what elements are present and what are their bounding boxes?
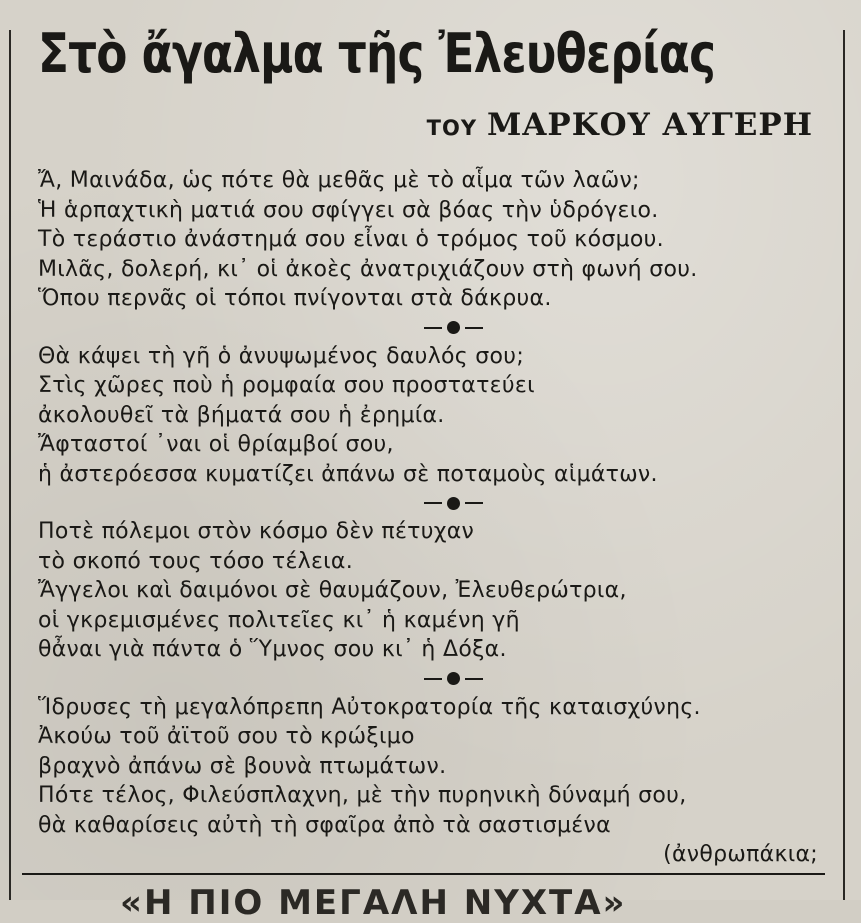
author-name: ΜΑΡΚΟΥ ΑΥΓΕΡΗ — [487, 107, 813, 143]
bottom-rule — [22, 873, 825, 875]
poem-line: οἱ γκρεμισμένες πολιτεῖες κι᾽ ἡ καμένη γῆ — [38, 607, 520, 633]
poem-line: Ὅπου περνᾶς οἱ τόποι πνίγονται στὰ δάκρυα. — [38, 286, 552, 311]
poem-title: Στὸ ἄγαλμα τῆς Ἐλευθερίας — [38, 22, 716, 85]
stanza-separator — [38, 314, 828, 342]
poem-line: ἀκολουθεῖ τὰ βήματά σου ἡ ἐρημία. — [38, 402, 445, 428]
poem-line: ἡ ἀστερόεσσα κυματίζει ἀπάνω σὲ ποταμοὺς αἱμάτων. — [38, 461, 658, 487]
poem-line-continuation: (ἀνθρωπάκια; — [663, 842, 818, 867]
poem-line: Ἄ, Μαινάδα, ὡς πότε θὰ μεθᾶς μὲ τὸ αἷμα τῶν λαῶν; — [38, 168, 640, 193]
poem-line: Ἄφταστοί ᾽ναι οἱ θρίαμβοί σου, — [38, 432, 394, 457]
byline-prefix: ΤΟΥ — [426, 116, 478, 140]
right-column-rule — [843, 30, 845, 900]
poem-line: Ἄγγελοι καὶ δαιμόνοι σὲ θαυμάζουν, Ἐλευθερώτρια, — [38, 578, 627, 603]
poem-line: Πότε τέλος, Φιλεύσπλαχνη, μὲ τὴν πυρηνικὴ δύναμή σου, — [38, 783, 687, 808]
poem-line: Στὶς χῶρες ποὺ ἡ ρομφαία σου προστατεύει — [38, 373, 535, 398]
poem-line: Θὰ κάψει τὴ γῆ ὁ ἀνυψωμένος δαυλός σου; — [38, 343, 525, 369]
poem-line: τὸ σκοπό τους τόσο τέλεια. — [38, 548, 353, 574]
poem-line: θἆναι γιὰ πάντα ὁ Ὕμνος σου κι᾽ ἡ Δόξα. — [38, 637, 507, 662]
poem-line: Μιλᾶς, δολερή, κι᾽ οἱ ἀκοὲς ἀνατριχιάζουν στὴ φωνή σου. — [38, 256, 698, 282]
poem-line: Ἵδρυσες τὴ μεγαλόπρεπη Αὐτοκρατορία τῆς καταισχύνης. — [38, 694, 701, 720]
poem-line: Ἡ ἁρπαχτικὴ ματιά σου σφίγγει σὰ βόας τὴν ὑδρόγειο. — [38, 197, 659, 223]
poem-line: Τὸ τεράστιο ἀνάστημά σου εἶναι ὁ τρόμος τοῦ κόσμου. — [38, 227, 664, 252]
next-article-headline: «Η ΠΙΟ ΜΕΓΑΛΗ ΝΥΧΤΑ» — [120, 883, 627, 923]
stanza-separator — [38, 489, 828, 517]
poem-line: θὰ καθαρίσεις αὐτὴ τὴ σφαῖρα ἀπὸ τὰ σαστισμένα — [38, 812, 611, 838]
left-column-rule — [9, 30, 11, 900]
poem-line: Ἀκούω τοῦ ἀϊτοῦ σου τὸ κρώξιμο — [38, 724, 415, 749]
stanza-separator — [38, 665, 828, 693]
byline — [426, 107, 813, 143]
poem-line: βραχνὸ ἀπάνω σὲ βουνὰ πτωμάτων. — [38, 753, 447, 779]
poem-body — [38, 166, 828, 870]
poem-line: Ποτὲ πόλεμοι στὸν κόσμο δὲν πέτυχαν — [38, 519, 475, 544]
